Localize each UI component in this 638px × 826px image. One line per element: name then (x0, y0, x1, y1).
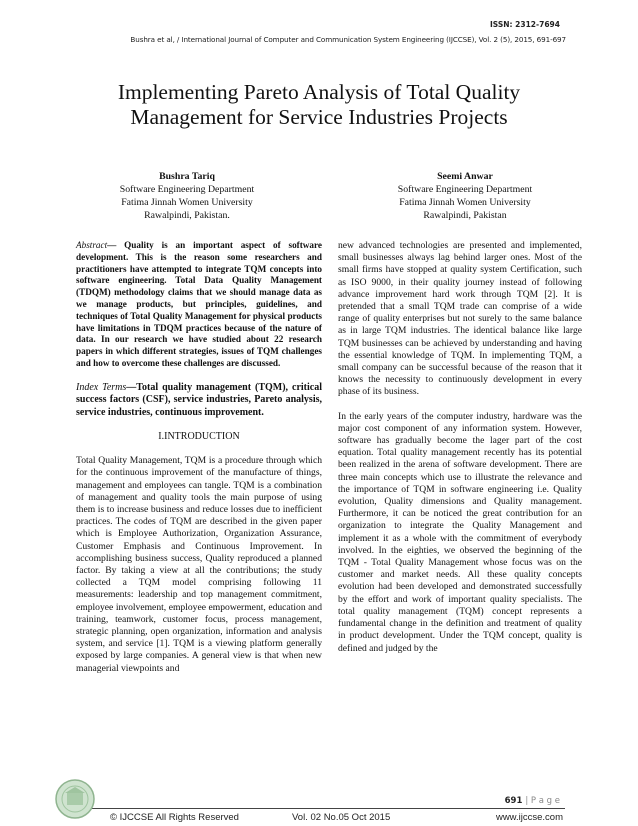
author-location: Rawalpindi, Pakistan. (144, 210, 230, 221)
author-department: Software Engineering Department (397, 184, 533, 195)
body-paragraph-2: In the early years of the computer industry, hardware was the major cost component of any information system. However, software has gradually become the lager part of the cost equation. Total quality management recently has its potential been realized in the arena of software development. There are three main concepts which use to illustrate the relevance and the importance of TQM in software engineering i.e. Quality evolution, Quality dimensions and Quality management. Furthermore, it can be noticed the great contribution for an organization to integrate the Quality Management and implement it as a whole with the commitment of everybody involved. In the eighties, we observed the beginning of the TQM - Total Quality Management whose focus was on the customer and market needs. All these quality concepts evolution had been developed and demonstrated successfully by the effort and work of important quality specialists. The total quality management (TQM) concept represents a fundamental change in the definition and treatment of quality in product development. Under the TQM concept, quality is defined and judged by the (338, 410, 582, 654)
issn-label: ISSN: 2312-7694 (489, 20, 560, 29)
author-university: Fatima Jinnah Women University (399, 197, 531, 208)
page-label: | P a g e (525, 796, 560, 806)
journal-citation: Bushra et al, / International Journal of Computer and Communication System Engineering (IJCCSE), Vol. 2 (5), 2015, 691-697 (130, 35, 566, 44)
footer-divider (75, 808, 565, 809)
index-terms-label: Index Terms (76, 381, 127, 393)
index-dash: — (126, 381, 137, 393)
author-block-1 (62, 170, 312, 222)
abstract-text: Quality is an important aspect of software development. This is the reason some researchers and practitioners have attempted to integrate TQM concepts into software engineering. Total Data Quality Management (TDQM) methodology claims that we should manage data as we manage products, but principles, guidelines, and techniques of Total Quality Management for physical products have limitations in TDQM practices because of the nature of data. In our research we have studied about 22 research papers in which different strategies, issues of TQM challenges and how to overcome these challenges are discussed. (76, 240, 323, 368)
page-number (505, 796, 560, 806)
abstract-label: Abstract (76, 240, 108, 250)
paper-title: Implementing Pareto Analysis of Total Quality Management for Service Industries Projects (117, 80, 521, 129)
author-location: Rawalpindi, Pakistan (423, 210, 507, 221)
author-university: Fatima Jinnah Women University (121, 197, 253, 208)
page-number-value: 691 (504, 796, 523, 806)
website-link[interactable]: www.ijccse.com (495, 812, 563, 823)
index-terms-text: Total quality management (TQM), critical success factors (CSF), service industries, Pareto analysis, service industries, continuous improvement. (76, 381, 323, 418)
intro-paragraph: Total Quality Management, TQM is a procedure through which for the continuous improvement of the manufacture of things, management and employees can tangle. TQM is a combination of management and quality tools the main purpose of using them is to increase business and reduce losses due to inefficient practices. The codes of TQM are described in the given paper which is Employee Authorization, Organization Assurance, Customer Emphasis and Continuous Improvement. In accomplishing business success, Quality reproduced a planned factor. By taking a view at all the contributions; the study collected a TQM model comprising following 11 measurements: leadership and top management commitment, employee involvement, employee empowerment, education and training, teamwork, customer focus, process management, strategic planning, open organization, information and analysis system, and service [1]. TQM is a viewing platform generally exposed by large companies. A general view is that when new managerial viewpoints and (76, 455, 322, 674)
author-department: Software Engineering Department (119, 184, 255, 195)
right-column (338, 240, 582, 667)
ijccse-seal-logo (52, 778, 98, 820)
author-name: Bushra Tariq (159, 171, 215, 182)
author-name: Seemi Anwar (437, 171, 493, 182)
author-block-2 (340, 170, 590, 222)
abstract (76, 240, 322, 370)
abstract-dash: — (107, 240, 125, 250)
copyright-notice: © IJCCSE All Rights Reserved (110, 812, 239, 823)
body-paragraph-1: new advanced technologies are presented and implemented, small businesses always lag behind larger ones. Most of the small firms have stopped at quality system Certification, such as ISO 9000, in their quality journey instead of following advance improvement hard work through TQM [2]. It is pretended that a small TQM trade can comprise of a wide range of quality enterprises but not surely to the same balance as in large TQM industries. The identical balance like large TQM businesses can be achieved by understanding and having the essential knowledge of TQM. In implementing TQM, a small company can be successful because of the reason that it knows the necessity to continuously development in every phase of its business. (338, 240, 582, 398)
left-column (76, 240, 322, 687)
index-terms (76, 382, 322, 419)
volume-info: Vol. 02 No.05 Oct 2015 (292, 812, 391, 823)
section-heading: I.INTRODUCTION (158, 430, 240, 442)
